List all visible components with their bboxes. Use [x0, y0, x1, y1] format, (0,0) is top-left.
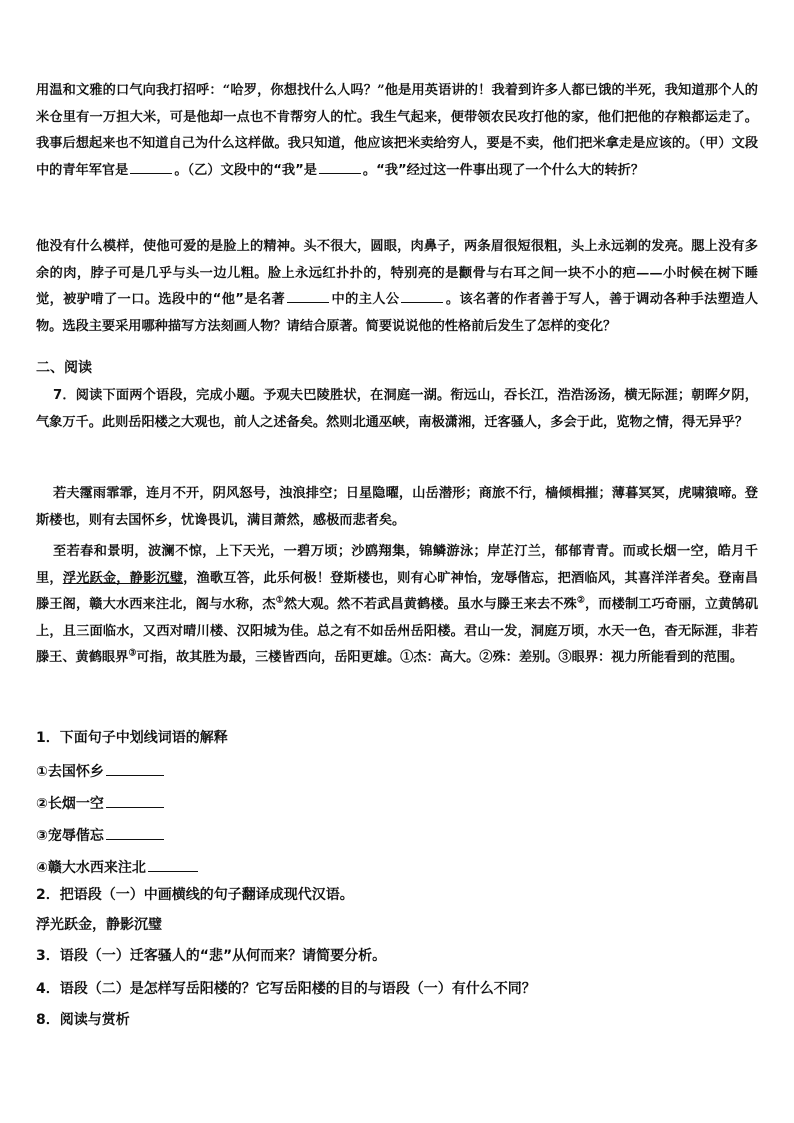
question-7-passage-1 — [36, 383, 758, 436]
question-1-item — [36, 825, 164, 845]
question-7-passage-2 — [36, 481, 758, 534]
item-label: ①去国怀乡 — [36, 764, 104, 780]
question-text: 。“我”经过这一件事出现了一个什么大的转折？ — [362, 162, 645, 178]
question-text: 。该名著的作者善于写人，善于调动各种手法塑造人物。选段主要采用哪种描写方法刻画人物？请结合原著。简要说说他的性格前后发生了怎样的变化？ — [36, 292, 759, 334]
item-label: ③宠辱偕忘 — [36, 828, 104, 844]
excerpt-1-text: 用温和文雅的口气向我打招呼：“哈罗，你想找什么人吗？”他是用英语讲的！我着到许多人都已饿的半死，我知道那个人的米仓里有一万担大米，可是他却一点也不肯帮穷人的忙。我生气起来，便带领农民攻打他的家，他们把他的存粮都运走了。我事后想起来也不知道自己为什么这样做。我只知道，他应该把米卖给穷人，要是不卖，他们把米拿走是应该的。 — [36, 83, 758, 151]
answer-blank[interactable] — [106, 793, 164, 808]
question-1-item — [36, 761, 164, 781]
footnote-marker: ③ — [128, 648, 137, 659]
question-2: 2．把语段（一）中画横线的句子翻译成现代汉语。 — [36, 887, 354, 903]
passage-3-text: ，渔歌互答，此乐何极！登斯楼也，则有心旷神怡，宠辱偕忘，把酒临风，其喜洋洋者矣。登南昌滕王阁，赣大水西来注北，阁与水称，杰 — [36, 570, 759, 612]
passage-1-text: 予观夫巴陵胜状，在洞庭一湖。衔远山，吞长江，浩浩汤汤，横无际涯；朝晖夕阴，气象万千。此则岳阳楼之大观也，前人之述备矣。然则北通巫峡，南极潇湘，迁客骚人，多会于此，览物之情，得无异乎？ — [36, 388, 758, 430]
underlined-sentence: 浮光跃金，静影沉璧 — [62, 570, 184, 586]
question-1: 1．下面句子中划线词语的解释 — [36, 730, 228, 746]
footnote-marker: ② — [576, 595, 586, 606]
item-label: ②长烟一空 — [36, 796, 104, 812]
answer-blank[interactable] — [319, 159, 361, 174]
question-1-item — [36, 857, 198, 877]
question-1-item — [36, 793, 164, 813]
passage-2-text: 若夫霪雨霏霏，连月不开，阴风怒号，浊浪排空；日星隐曜，山岳潜形；商旅不行，樯倾楫摧；薄暮冥冥，虎啸猿啼。登斯楼也，则有去国怀乡，忧谗畏讥，满目萧然，感极而悲者矣。 — [36, 486, 758, 528]
answer-blank[interactable] — [130, 159, 172, 174]
answer-blank[interactable] — [401, 288, 443, 303]
question-7-intro: 7．阅读下面两个语段，完成小题。 — [53, 388, 264, 403]
question-text: 中的主人公 — [331, 292, 400, 307]
question-2-sentence: 浮光跃金，静影沉璧 — [36, 917, 162, 933]
question-7-passage-3 — [36, 539, 758, 672]
passage-3-text: 可指，故其胜为最，三楼皆西向，岳阳更雄。①杰：高大。②殊：差别。③眼界：视力所能看到的范围。 — [136, 650, 744, 665]
answer-blank[interactable] — [148, 857, 198, 872]
question-text: （甲）文段中的青年军官是 — [36, 136, 759, 178]
item-label: ④赣大水西来注北 — [36, 860, 146, 876]
passage-3-text: 然大观。然不若武昌黄鹤楼。虽水与滕王来去不殊 — [283, 597, 577, 612]
question-3: 3．语段（一）迁客骚人的“悲”从何而来？请简要分析。 — [36, 948, 387, 964]
question-text: 。（乙）文段中的“我”是 — [174, 162, 317, 178]
question-4: 4．语段（二）是怎样写岳阳楼的？它写岳阳楼的目的与语段（一）有什么不同？ — [36, 981, 536, 997]
answer-blank[interactable] — [106, 825, 164, 840]
question-8: 8．阅读与赏析 — [36, 1012, 130, 1028]
excerpt-2-text: 他没有什么模样，使他可爱的是脸上的精神。头不很大，圆眼，肉鼻子，两条眉很短很粗，头上永远剃的发亮。腮上没有多余的肉，脖子可是几乎与头一边儿粗。脸上永远红扑扑的，特别亮的是颧骨与右耳之间一块不小的疤——小时候在树下睡觉，被驴啃了一口。 — [36, 239, 758, 307]
paragraph-excerpt-2 — [36, 234, 758, 340]
passage-3-text: 至若春和景明，波澜不惊，上下天光，一碧万顷；沙鸥翔集，锦鳞游泳；岸芷汀兰，郁郁青青。而或长烟一空，皓月千里， — [36, 544, 758, 586]
section-heading: 二、阅读 — [36, 360, 92, 376]
paragraph-excerpt-1 — [36, 78, 758, 184]
passage-3-text: ，而楼制工巧奇丽，立黄鹄矶上，且三面临水，又西对晴川楼、汉阳城为佳。总之有不如岳州岳阳楼。君山一发，洞庭万顷，水天一色，杳无际涯，非若滕王、黄鹤眼界 — [36, 597, 759, 665]
question-text: 选段中的“他”是名著 — [158, 292, 286, 307]
answer-blank[interactable] — [106, 761, 164, 776]
footnote-marker: ① — [275, 595, 284, 606]
answer-blank[interactable] — [287, 288, 329, 303]
